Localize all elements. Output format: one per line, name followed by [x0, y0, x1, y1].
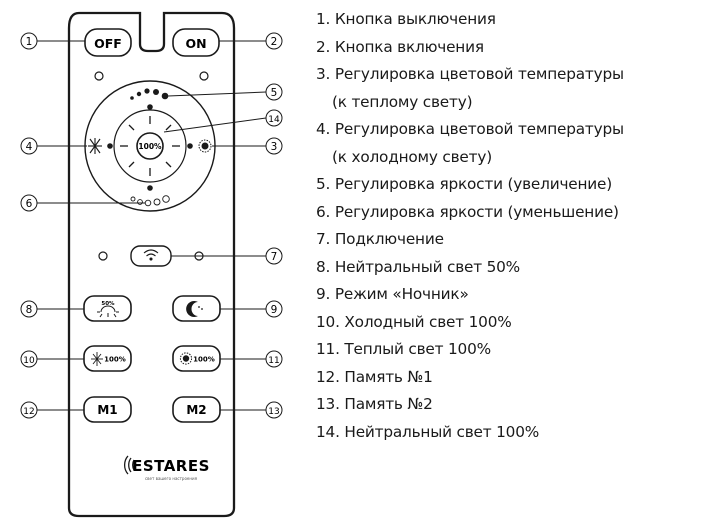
callout-5: [266, 84, 282, 100]
callout-5-number: 5: [270, 87, 278, 99]
legend-item-continuation: (к холодному свету): [332, 147, 492, 166]
legend-item: 8. Нейтральный свет 50%: [316, 257, 520, 276]
legend-item: 7. Подключение: [316, 230, 444, 248]
callout-12-number: 12: [23, 407, 35, 417]
cold-100-label: 100%: [104, 355, 126, 364]
callout-2-number: 2: [270, 36, 278, 48]
warm-100-button[interactable]: [173, 346, 220, 371]
night-mode-button[interactable]: [173, 296, 220, 321]
neutral-50-label: 50%: [101, 301, 115, 307]
cold-100-button[interactable]: [84, 346, 131, 371]
callout-13: [266, 402, 282, 418]
callout-11-number: 11: [268, 356, 280, 366]
callout-1: [21, 33, 37, 49]
callout-1-number: 1: [25, 36, 33, 48]
callout-10-number: 10: [23, 356, 35, 366]
logo-tagline: свет вашего настроения: [144, 476, 198, 481]
callout-8: [21, 301, 37, 317]
legend-item: 11. Теплый свет 100%: [316, 340, 491, 358]
legend-item: 3. Регулировка цветовой температуры: [316, 65, 624, 83]
indicator-led: [200, 72, 208, 80]
brightness-down-button[interactable]: [147, 185, 153, 191]
memory-2-button[interactable]: [173, 397, 220, 422]
legend-item: 5. Регулировка яркости (увеличение): [316, 175, 613, 193]
callout-2: [266, 33, 282, 49]
memory-1-label: M1: [97, 403, 118, 417]
callout-4-number: 4: [25, 141, 33, 153]
legend-item: 9. Режим «Ночник»: [316, 285, 469, 303]
callout-10: [21, 351, 37, 367]
callout-13-number: 13: [268, 407, 280, 417]
indicator-led: [99, 252, 107, 260]
off-button[interactable]: [85, 29, 131, 56]
legend-item: 10. Холодный свет 100%: [316, 312, 512, 331]
callout-9: [266, 301, 282, 317]
memory-1-button[interactable]: [84, 397, 131, 422]
callout-9-number: 9: [270, 304, 278, 316]
legend-item: 4. Регулировка цветовой температуры: [316, 120, 624, 138]
connect-button[interactable]: [131, 246, 171, 266]
off-button-label: OFF: [94, 36, 122, 51]
callout-8-number: 8: [25, 304, 33, 316]
callout-7: [266, 248, 282, 264]
legend-item: 2. Кнопка включения: [316, 37, 484, 56]
brightness-up-button[interactable]: [147, 104, 153, 110]
callout-4: [21, 138, 37, 154]
logo-brand: ESTARES: [132, 457, 210, 475]
legend-item: 1. Кнопка выключения: [316, 10, 496, 28]
color-warm-button[interactable]: [187, 143, 193, 149]
color-cold-button[interactable]: [107, 143, 113, 149]
callout-12: [21, 402, 37, 418]
indicator-led: [95, 72, 103, 80]
callout-3-number: 3: [270, 141, 278, 153]
warm-100-label: 100%: [193, 355, 215, 364]
callout-14: [266, 110, 282, 126]
callout-3: [266, 138, 282, 154]
callout-7-number: 7: [270, 251, 278, 263]
memory-2-label: M2: [186, 403, 207, 417]
neutral-100-label: 100%: [138, 142, 162, 151]
callout-14-number: 14: [268, 115, 280, 125]
legend-item: 14. Нейтральный свет 100%: [316, 422, 540, 441]
callout-6-number: 6: [25, 198, 33, 210]
on-button-label: ON: [185, 36, 207, 51]
legend-item: 6. Регулировка яркости (уменьшение): [316, 202, 619, 221]
legend-item: 13. Память №2: [316, 395, 433, 413]
neutral-100-button[interactable]: [137, 133, 163, 159]
legend-list: [316, 6, 716, 446]
callout-6: [21, 195, 37, 211]
legend-item: 12. Память №1: [316, 367, 433, 386]
legend-item-continuation: (к теплому свету): [332, 92, 473, 111]
on-button[interactable]: [173, 29, 219, 56]
callout-11: [266, 351, 282, 367]
neutral-50-button[interactable]: [84, 296, 131, 321]
